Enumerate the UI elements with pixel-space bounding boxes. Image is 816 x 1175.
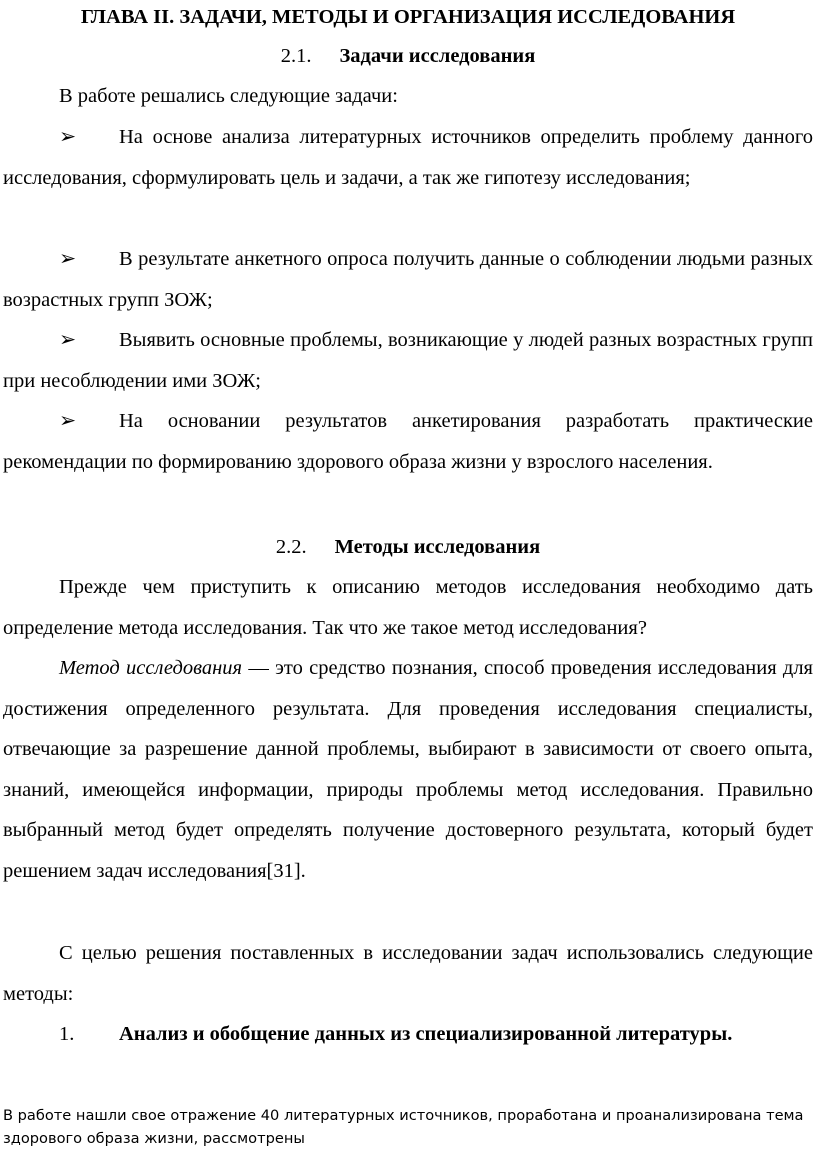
- task-text: В результате анкетного опроса получить данные о соблюдении людьми разных возрастных групп ЗОЖ;: [3, 248, 813, 311]
- methods-list-intro: С целью решения поставленных в исследовании задач использовались следующие методы:: [3, 942, 813, 1005]
- task-item: [3, 320, 813, 401]
- method-item: [3, 1014, 813, 1055]
- footer-text: В работе нашли свое отражение 40 литературных источников, проработана и проанализирована тема здорового образа жизни, рассмотрены: [3, 1107, 804, 1147]
- task-item: [3, 239, 813, 320]
- arrow-bullet-icon: ➢: [59, 126, 77, 148]
- method-title: Анализ и обобщение данных из специализированной литературы.: [119, 1023, 733, 1045]
- task-item: [3, 117, 813, 198]
- methods-intro-paragraph: Прежде чем приступить к описанию методов исследования необходимо дать определение метода исследования. Так что же такое метод исследования?: [3, 576, 813, 639]
- section-heading-tasks: [0, 45, 816, 68]
- task-item: [3, 401, 813, 482]
- arrow-bullet-icon: ➢: [59, 329, 77, 351]
- arrow-bullet-icon: ➢: [59, 410, 77, 432]
- definition-term: Метод исследования: [59, 657, 243, 679]
- section-title: Методы исследования: [334, 536, 541, 558]
- chapter-title: ГЛАВА II. ЗАДАЧИ, МЕТОДЫ И ОРГАНИЗАЦИЯ ИССЛЕДОВАНИЯ: [80, 6, 736, 28]
- tasks-intro: В работе решались следующие задачи:: [59, 85, 398, 107]
- method-definition-paragraph: [3, 648, 813, 892]
- arrow-bullet-icon: ➢: [59, 248, 77, 270]
- task-text: На основании результатов анкетирования разработать практические рекомендации по формированию здорового образа жизни у взрослого населения.: [3, 410, 813, 473]
- task-text: Выявить основные проблемы, возникающие у людей разных возрастных групп при несоблюдении ими ЗОЖ;: [3, 329, 813, 392]
- definition-text: — это средство познания, способ проведения исследования для достижения определенного результата. Для проведения исследования специалисты, отвечающие за разрешение данной проблемы, выбирают в зависимости от своего опыта, знаний, имеющейся информации, природы проблемы метод исследования. Правильно выбранный метод будет определять получение достоверного результата, который будет решением задач исследования[31].: [3, 657, 813, 882]
- task-text: На основе анализа литературных источников определить проблему данного исследования, сформулировать цель и задачи, а так же гипотезу исследования;: [3, 126, 813, 189]
- section-heading-methods: [0, 536, 816, 559]
- method-number: 1.: [59, 1023, 75, 1045]
- section-number: 2.1.: [280, 45, 312, 67]
- section-number: 2.2.: [275, 536, 307, 558]
- section-title: Задачи исследования: [339, 45, 536, 67]
